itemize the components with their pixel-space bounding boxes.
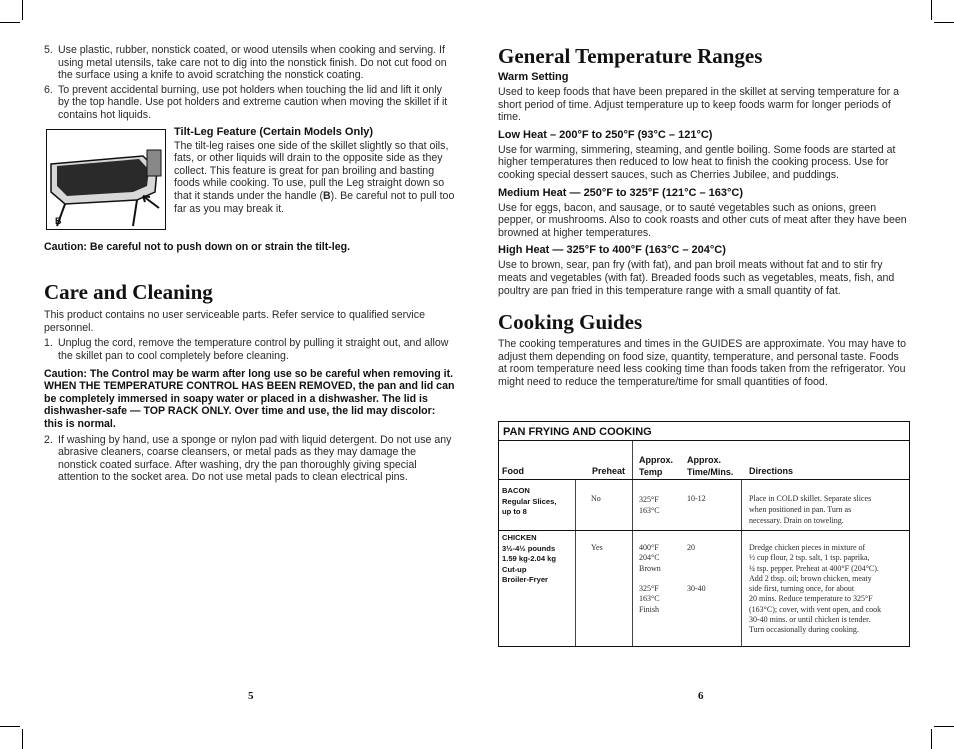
list-number: 1. — [44, 337, 53, 350]
row-bacon-directions: Place in COLD skillet. Separate slices when positioned in pan. Turn as necessary. Drain on toweling. — [749, 494, 872, 525]
page-number-left: 5 — [248, 690, 254, 702]
care-item-1 — [44, 337, 456, 362]
list-item-5 — [44, 44, 456, 82]
right-page — [498, 44, 910, 389]
list-number: 5. — [44, 44, 53, 56]
list-text: To prevent accidental burning, use pot holders when touching the lid and lift it only by the top handle. Use pot holders and extreme caution when moving the skillet if it contains hot liquids. — [58, 83, 448, 121]
range-text: Use to brown, sear, pan fry (with fat), and pan broil meats without fat and to stir fry meats and vegetables (with fat). Breaded foods such as vegetables, meats, fish, and poultry are pan fried in this temperature range with a small quantity of fat. — [498, 259, 895, 297]
tilt-leg-text — [174, 126, 458, 216]
column-divider — [741, 480, 742, 646]
header-preheat: Preheat — [592, 466, 626, 476]
list-text: Unplug the cord, remove the temperature control by pulling it straight out, and allow the skillet pan to cool completely before cleaning. — [58, 337, 449, 362]
list-number: 2. — [44, 433, 53, 446]
column-divider — [575, 480, 576, 646]
care-heading: Care and Cleaning — [44, 280, 213, 305]
range-title: Medium Heat — 250°F to 325°F (121°C – 163°C) — [498, 186, 744, 199]
row-chicken-preheat: Yes — [591, 543, 603, 552]
row-bacon-time: 10-12 — [687, 494, 706, 503]
list-text: If washing by hand, use a sponge or nylon pad with liquid detergent. Do not use any abrasive cleaners, coarse cleansers, or metal pads as they may damage the nonstick coated surface. After washing, dry the pan thoroughly giving special attention to the socket area. Do not use metal pads to clean electrical pins. — [58, 433, 452, 484]
range-medium — [498, 187, 910, 240]
list-number: 6. — [44, 83, 53, 96]
crop-mark — [934, 726, 954, 727]
cooking-table — [498, 421, 910, 647]
care-intro: This product contains no user serviceable parts. Refer service to qualified service personnel. — [44, 309, 425, 334]
cooking-guides-heading: Cooking Guides — [498, 310, 643, 335]
range-text: Use for eggs, bacon, and sausage, or to sauté vegetables such as onions, green pepper, or mushrooms. Also to cook roasts and other cuts of meat after they have been browned at higher temperatures. — [498, 201, 907, 239]
header-time: Approx. Time/Mins. — [687, 455, 734, 477]
row-chicken-directions: Dredge chicken pieces in mixture of ½ cup flour, 2 tsp. salt, 1 tsp. paprika, ¼ tsp. pepper. Preheat at 400°F (204°C). Add 2 tbsp. oil; brown chicken, meaty side first, turning once, for about 20 mins. Reduce temperature to 325°F (163°C); cover, with vent open, and cook 30-40 mins. or until chicken is tender. Turn occasionally during cooking. — [749, 543, 882, 635]
range-text: Used to keep foods that have been prepared in the skillet at serving temperature for a short period of time. Adjust temperature up to keep foods warm for longer periods of time. — [498, 86, 900, 124]
list-text: Use plastic, rubber, nonstick coated, or wood utensils when cooking and serving. If using metal utensils, take care not to dig into the nonstick finish. Do not cut food on the surface using a knife to avoid scratching the nonstick coating. — [58, 44, 447, 82]
row-chicken-time: 20 30-40 — [687, 543, 706, 594]
row-chicken-temp: 400°F 204°C Brown 325°F 163°C Finish — [639, 543, 661, 614]
header-directions: Directions — [749, 466, 794, 476]
tilt-leg-caution: Caution: Be careful not to push down on or strain the tilt-leg. — [44, 240, 351, 253]
crop-mark — [931, 0, 932, 20]
row-rule — [499, 530, 909, 531]
skillet-illustration — [47, 130, 165, 229]
cooking-guides-text: The cooking temperatures and times in the GUIDES are approximate. You may have to adjust them depending on food size, quantity, temperature, and personal taste. Foods at room temperature need less cooking time than foods taken from the refrigerator. You might need to reduce the temperature/time for small quantities of food. — [498, 338, 907, 388]
figure-label: B — [55, 215, 62, 226]
range-text: Use for warming, simmering, steaming, and gentle boiling. Some foods are started at higher temperatures then reduced to low heat to finish the cooking process. Use for cooking special dessert sauces, such as Cherries Jubilee, and puddings. — [498, 143, 896, 181]
range-title: Low Heat – 200°F to 250°F (93°C – 121°C) — [498, 128, 713, 141]
tilt-leg-title: Tilt-Leg Feature (Certain Models Only) — [174, 125, 374, 138]
tilt-leg-section — [44, 126, 456, 241]
range-low — [498, 129, 910, 182]
crop-mark — [0, 726, 20, 727]
crop-mark — [22, 729, 23, 749]
row-bacon-preheat: No — [591, 494, 601, 503]
care-caution: Caution: The Control may be warm after long use so be careful when removing it. WHEN THE TEMPERATURE CONTROL HAS BEEN REMOVED, the pan and lid can be completely immersed in soapy water or placed in a dishwasher. The lid is dishwasher-safe — TOP RACK ONLY. Over time and use, the lid may discolor: this is normal. — [44, 367, 455, 430]
header-food: Food — [502, 466, 524, 476]
crop-mark — [0, 22, 20, 23]
table-title-rule — [499, 440, 909, 441]
tilt-leg-body: The tilt-leg raises one side of the skillet slightly so that oils, fats, or other liquids will drain to the opposite side as they collect. This feature is great for pan broiling and basting foods while cooking. To use, pull the Leg straight down so that it stands under the handle (B). Be careful not to pull too far as you may break it. — [174, 139, 455, 215]
header-temp: Approx. Temp — [639, 455, 674, 477]
list-item-6 — [44, 84, 456, 122]
temperature-heading: General Temperature Ranges — [498, 44, 763, 68]
crop-mark — [931, 729, 932, 749]
range-title: Warm Setting — [498, 71, 569, 83]
crop-mark — [934, 22, 954, 23]
column-divider — [632, 480, 633, 646]
page-number-right: 6 — [698, 690, 704, 702]
range-warm — [498, 71, 910, 124]
header-rule — [499, 479, 909, 480]
row-chicken-food: CHICKEN 3½-4½ pounds 1.59 kg-2.04 kg Cut-up Broiler-Fryer — [502, 533, 557, 584]
table-title: PAN FRYING AND COOKING — [503, 426, 652, 438]
left-page — [44, 44, 456, 484]
range-high — [498, 244, 910, 297]
crop-mark — [22, 0, 23, 20]
range-title: High Heat — 325°F to 400°F (163°C – 204°C) — [498, 244, 726, 257]
care-item-2 — [44, 434, 456, 484]
row-bacon-temp: 325°F 163°C — [639, 495, 660, 515]
row-bacon-food: BACON Regular Slices, up to 8 — [502, 486, 557, 516]
tilt-leg-figure — [46, 129, 166, 230]
